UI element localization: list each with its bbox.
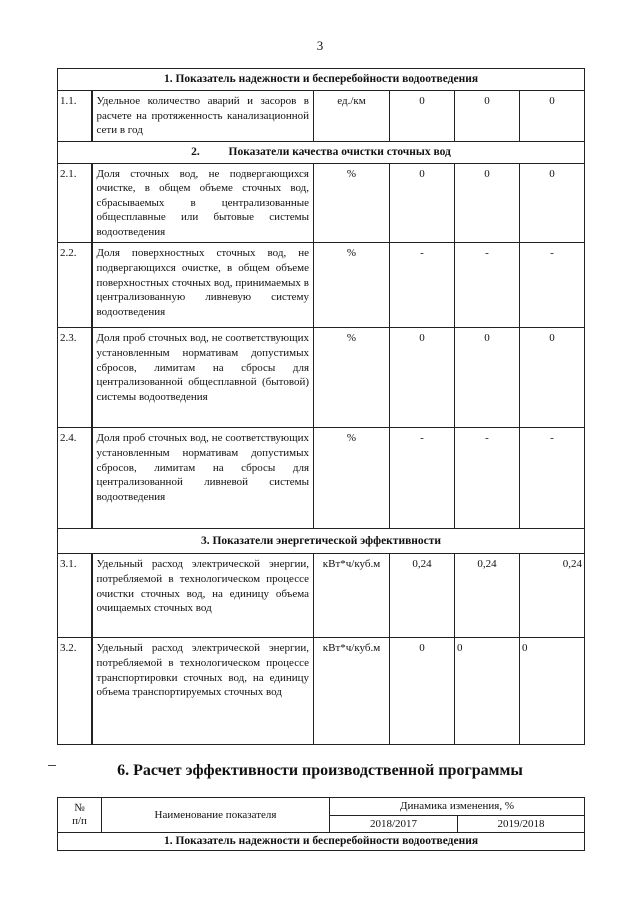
- table-row: [58, 638, 585, 745]
- section-title: 1. Показатель надежности и бесперебойности водоотведения: [58, 69, 585, 91]
- header-num2: п/п: [72, 815, 87, 828]
- row-unit: кВт*ч/куб.м: [314, 638, 390, 745]
- table-row: [58, 428, 585, 529]
- row-value: -: [455, 243, 520, 328]
- row-description: Доля проб сточных вод, не соответствующих установленным нормативам допустимых сбросов, лимитам на сбросы для централизованной ливневой системы водоотведения: [92, 428, 314, 529]
- row-value: 0: [390, 638, 455, 745]
- row-value: 0: [520, 163, 585, 243]
- page-number: 3: [316, 38, 324, 53]
- row-value: 0: [455, 163, 520, 243]
- row-value: -: [520, 243, 585, 328]
- row-description: Доля поверхностных сточных вод, не подвергающихся очистке, в общем объеме поверхностных сточных вод, принимаемых в централизованную ливневую систему водоотведения: [92, 243, 314, 328]
- row-value: 0,24: [520, 554, 585, 638]
- row-number: 2.2.: [58, 243, 92, 328]
- section-header: [58, 529, 585, 554]
- row-value: 0: [520, 638, 585, 745]
- efficiency-table: [57, 797, 585, 851]
- row-description: Удельный расход электрической энергии, потребляемой в технологическом процессе транспортировки сточных вод, на единицу объема транспортируемых сточных вод: [92, 638, 314, 745]
- row-value: 0: [455, 328, 520, 428]
- row-unit: %: [314, 428, 390, 529]
- row-number: 2.3.: [58, 328, 92, 428]
- table-row: [58, 554, 585, 638]
- indicators-table: [57, 68, 585, 745]
- section-header: [58, 69, 585, 91]
- section-title: 3. Показатели энергетической эффективности: [58, 529, 585, 554]
- col-header-2018: 2018/2017: [330, 815, 458, 833]
- row-description: Удельный расход электрической энергии, потребляемой в технологическом процессе очистки сточных вод, на единицу объема очищаемых сточных вод: [92, 554, 314, 638]
- row-value: 0: [390, 328, 455, 428]
- col-header-number: [58, 798, 102, 833]
- section-title: 2. Показатели качества очистки сточных вод: [58, 141, 585, 163]
- row-number: 2.1.: [58, 163, 92, 243]
- header-num: №: [74, 801, 85, 814]
- table-row: [58, 163, 585, 243]
- row-unit: %: [314, 328, 390, 428]
- row-number: 3.2.: [58, 638, 92, 745]
- row-value: 0: [520, 328, 585, 428]
- row-unit: ед./км: [314, 91, 390, 142]
- row-unit: кВт*ч/куб.м: [314, 554, 390, 638]
- row-value: -: [390, 428, 455, 529]
- row-description: Удельное количество аварий и засоров в расчете на протяженность канализационной сети в год: [92, 91, 314, 142]
- row-number: 2.4.: [58, 428, 92, 529]
- row-number: 3.1.: [58, 554, 92, 638]
- col-header-name: Наименование показателя: [102, 798, 330, 833]
- row-value: 0,24: [390, 554, 455, 638]
- row-value: 0: [455, 638, 520, 745]
- row-unit: %: [314, 163, 390, 243]
- row-value: 0: [390, 91, 455, 142]
- section-heading: 6. Расчет эффективности производственной программы: [117, 762, 523, 779]
- row-value: 0: [390, 163, 455, 243]
- row-description: Доля проб сточных вод, не соответствующих установленным нормативам допустимых сбросов, лимитам на сбросы для централизованной общесплавной (бытовой) системы водоотведения: [92, 328, 314, 428]
- row-value: 0: [455, 91, 520, 142]
- row-value: -: [455, 428, 520, 529]
- row-value: -: [520, 428, 585, 529]
- row-value: 0,24: [455, 554, 520, 638]
- table-row: [58, 91, 585, 142]
- row-value: 0: [520, 91, 585, 142]
- col-header-dynamics: Динамика изменения, %: [330, 798, 585, 816]
- row-unit: %: [314, 243, 390, 328]
- row-number: 1.1.: [58, 91, 92, 142]
- table-row: [58, 243, 585, 328]
- section-title: 1. Показатель надежности и бесперебойности водоотведения: [58, 833, 585, 851]
- table-row: [58, 328, 585, 428]
- row-description: Доля сточных вод, не подвергающихся очистке, в общем объеме сточных вод, сбрасываемых в централизованные общесплавные или бытовые системы водоотведения: [92, 163, 314, 243]
- col-header-2019: 2019/2018: [458, 815, 585, 833]
- section-header: [58, 141, 585, 163]
- row-value: -: [390, 243, 455, 328]
